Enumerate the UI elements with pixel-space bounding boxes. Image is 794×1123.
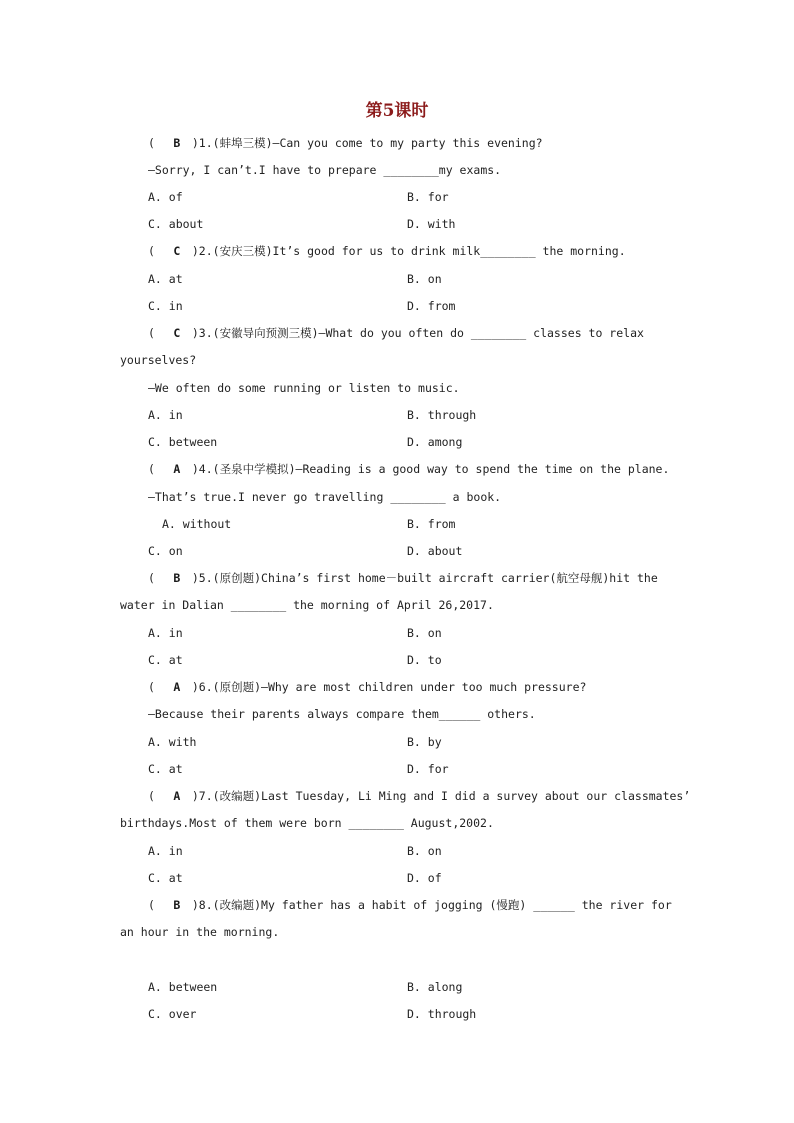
- question-8-option-d: D. through: [407, 1007, 477, 1021]
- question-1-option-d: D. with: [407, 217, 456, 231]
- question-6-stem: ( A )6.(原创题)—Why are most children under too much pressure?: [148, 680, 587, 694]
- question-8-option-a: A. between: [148, 980, 218, 994]
- question-3-stem: ( C )3.(安徽导向预测三模)—What do you often do ________ classes to relax: [148, 326, 644, 340]
- question-5-stem-continued: water in Dalian ________ the morning of April 26,2017.: [120, 598, 494, 612]
- question-3-reply: —We often do some running or listen to music.: [148, 381, 460, 395]
- question-5-option-d: D. to: [407, 653, 442, 667]
- question-7-stem: ( A )7.(改编题)Last Tuesday, Li Ming and I did a survey about our classmates’: [148, 789, 691, 803]
- question-6-option-b: B. by: [407, 735, 442, 749]
- question-7-stem-continued: birthdays.Most of them were born ________ August,2002.: [120, 816, 494, 830]
- question-1-stem: ( B )1.(蚌埠三模)—Can you come to my party this evening?: [148, 136, 543, 150]
- question-6-option-d: D. for: [407, 762, 449, 776]
- question-4-stem: ( A )4.(圣泉中学模拟)—Reading is a good way to spend the time on the plane.: [148, 462, 670, 476]
- question-7-option-d: D. of: [407, 871, 442, 885]
- question-7-option-b: B. on: [407, 844, 442, 858]
- question-1-option-a: A. of: [148, 190, 183, 204]
- question-2-stem: ( C )2.(安庆三模)It’s good for us to drink milk________ the morning.: [148, 244, 626, 258]
- question-3-stem-continued: yourselves?: [120, 353, 197, 367]
- question-5-option-c: C. at: [148, 653, 183, 667]
- question-4-option-c: C. on: [148, 544, 183, 558]
- question-8-option-b: B. along: [407, 980, 463, 994]
- page-title: 第5课时: [365, 101, 429, 121]
- question-8-answer: B: [173, 898, 181, 912]
- question-3-option-a: A. in: [148, 408, 183, 422]
- question-7-option-c: C. at: [148, 871, 183, 885]
- question-7-option-a: A. in: [148, 844, 183, 858]
- question-1-reply: —Sorry, I can’t.I have to prepare ________my exams.: [148, 163, 502, 177]
- question-2-option-c: C. in: [148, 299, 183, 313]
- question-1-option-c: C. about: [148, 217, 204, 231]
- question-3-answer: C: [173, 326, 181, 340]
- question-2-option-a: A. at: [148, 272, 183, 286]
- question-8-option-c: C. over: [148, 1007, 197, 1021]
- question-6-answer: A: [173, 680, 181, 694]
- question-5-stem: ( B )5.(原创题)China’s first home－built aircraft carrier(航空母舰)hit the: [148, 571, 658, 585]
- question-6-option-c: C. at: [148, 762, 183, 776]
- question-8-stem: ( B )8.(改编题)My father has a habit of jogging (慢跑) ______ the river for: [148, 898, 672, 912]
- question-1-option-b: B. for: [407, 190, 449, 204]
- question-4-answer: A: [173, 462, 181, 476]
- question-4-reply: —That’s true.I never go travelling ________ a book.: [148, 490, 502, 504]
- question-5-answer: B: [173, 571, 181, 585]
- question-3-option-c: C. between: [148, 435, 218, 449]
- question-3-option-d: D. among: [407, 435, 463, 449]
- question-1-answer: B: [173, 136, 181, 150]
- question-6-option-a: A. with: [148, 735, 197, 749]
- question-5-option-a: A. in: [148, 626, 183, 640]
- question-2-option-b: B. on: [407, 272, 442, 286]
- question-2-option-d: D. from: [407, 299, 456, 313]
- question-5-option-b: B. on: [407, 626, 442, 640]
- question-2-answer: C: [173, 244, 181, 258]
- question-3-option-b: B. through: [407, 408, 477, 422]
- question-6-reply: —Because their parents always compare them______ others.: [148, 707, 536, 721]
- question-4-option-a: A. without: [162, 517, 232, 531]
- question-8-stem-continued: an hour in the morning.: [120, 925, 280, 939]
- question-4-option-b: B. from: [407, 517, 456, 531]
- question-7-answer: A: [173, 789, 181, 803]
- question-4-option-d: D. about: [407, 544, 463, 558]
